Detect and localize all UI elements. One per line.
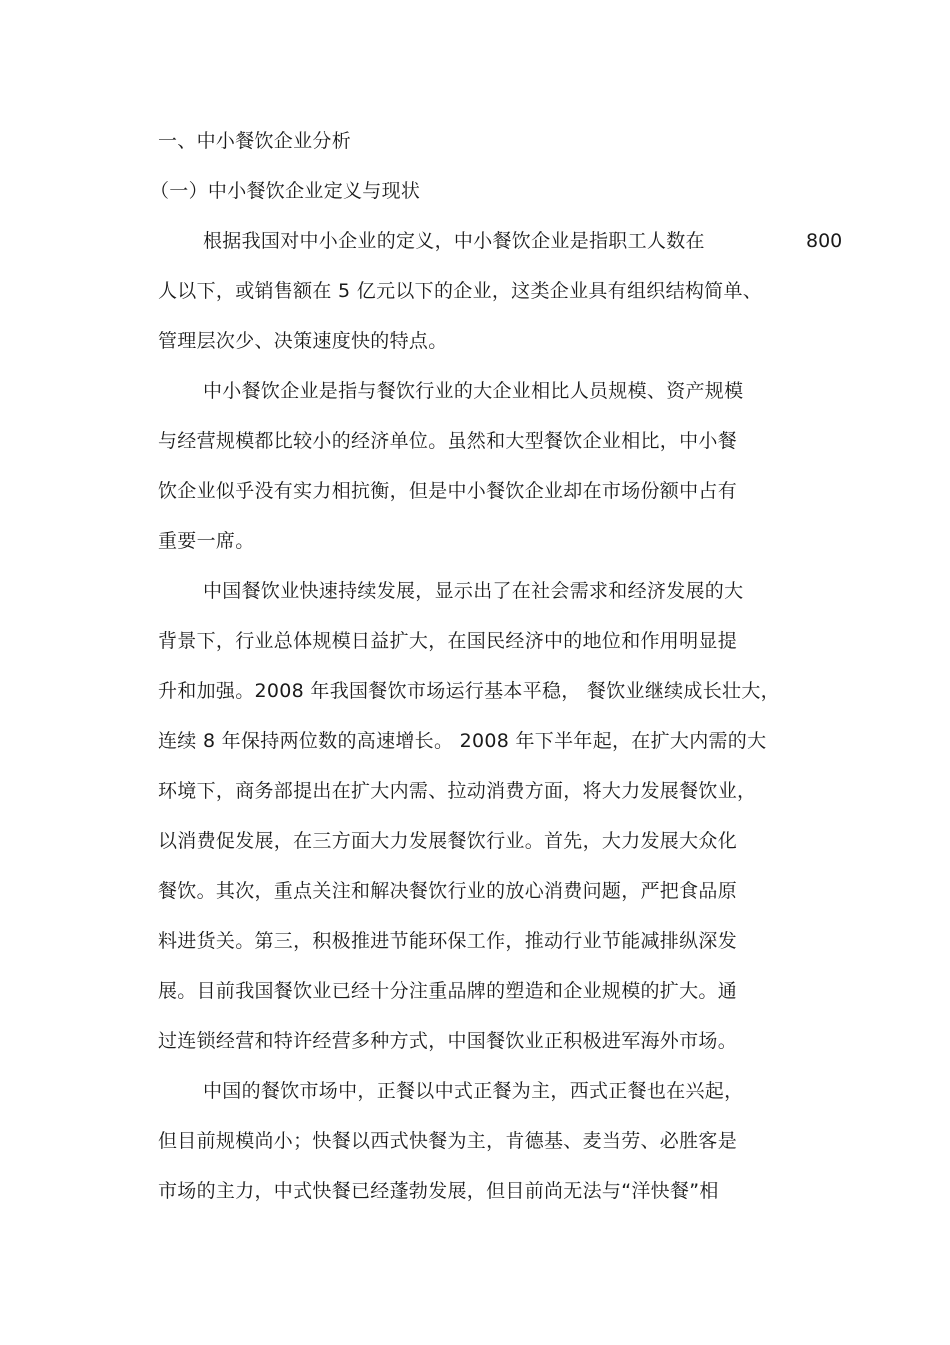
paragraph-3-line-4: 连续 8 年保持两位数的高速增长。 2008 年下半年起，在扩大内需的大 — [158, 730, 767, 752]
paragraph-2-line-2: 与经营规模都比较小的经济单位。虽然和大型餐饮企业相比，中小餐 — [158, 430, 738, 452]
paragraph-1-line-1: 根据我国对中小企业的定义，中小餐饮企业是指职工人数在 — [203, 230, 705, 252]
paragraph-3-line-2: 背景下，行业总体规模日益扩大，在国民经济中的地位和作用明显提 — [158, 630, 738, 652]
paragraph-3-line-3: 升和加强。2008 年我国餐饮市场运行基本平稳， 餐饮业继续成长壮大， — [158, 680, 780, 702]
section-heading: 一、中小餐饮企业分析 — [158, 130, 352, 152]
subsection-heading: （一）中小餐饮企业定义与现状 — [150, 180, 421, 202]
paragraph-2-line-3: 饮企业似乎没有实力相抗衡，但是中小餐饮企业却在市场份额中占有 — [158, 480, 738, 502]
paragraph-4-line-3: 市场的主力，中式快餐已经蓬勃发展，但目前尚无法与“洋快餐”相 — [158, 1180, 719, 1202]
paragraph-4-line-1: 中国的餐饮市场中，正餐以中式正餐为主，西式正餐也在兴起， — [203, 1080, 744, 1102]
paragraph-1-number: 800 — [806, 230, 843, 252]
paragraph-1-line-3: 管理层次少、决策速度快的特点。 — [158, 330, 448, 352]
paragraph-3-line-5: 环境下，商务部提出在扩大内需、拉动消费方面，将大力发展餐饮业， — [158, 780, 757, 802]
paragraph-3-line-1: 中国餐饮业快速持续发展，显示出了在社会需求和经济发展的大 — [203, 580, 744, 602]
paragraph-2-line-1: 中小餐饮企业是指与餐饮行业的大企业相比人员规模、资产规模 — [203, 380, 744, 402]
paragraph-4-line-2: 但目前规模尚小；快餐以西式快餐为主，肯德基、麦当劳、必胜客是 — [158, 1130, 738, 1152]
paragraph-1-line-2: 人以下，或销售额在 5 亿元以下的企业，这类企业具有组织结构简单、 — [158, 280, 763, 302]
paragraph-3-line-8: 料进货关。第三，积极推进节能环保工作，推动行业节能减排纵深发 — [158, 930, 738, 952]
paragraph-3-line-7: 餐饮。其次，重点关注和解决餐饮行业的放心消费问题，严把食品原 — [158, 880, 738, 902]
paragraph-3-line-10: 过连锁经营和特许经营多种方式，中国餐饮业正积极进军海外市场。 — [158, 1030, 738, 1052]
paragraph-3-line-9: 展。目前我国餐饮业已经十分注重品牌的塑造和企业规模的扩大。通 — [158, 980, 738, 1002]
paragraph-2-line-4: 重要一席。 — [158, 530, 255, 552]
paragraph-3-line-6: 以消费促发展，在三方面大力发展餐饮行业。首先，大力发展大众化 — [158, 830, 738, 852]
